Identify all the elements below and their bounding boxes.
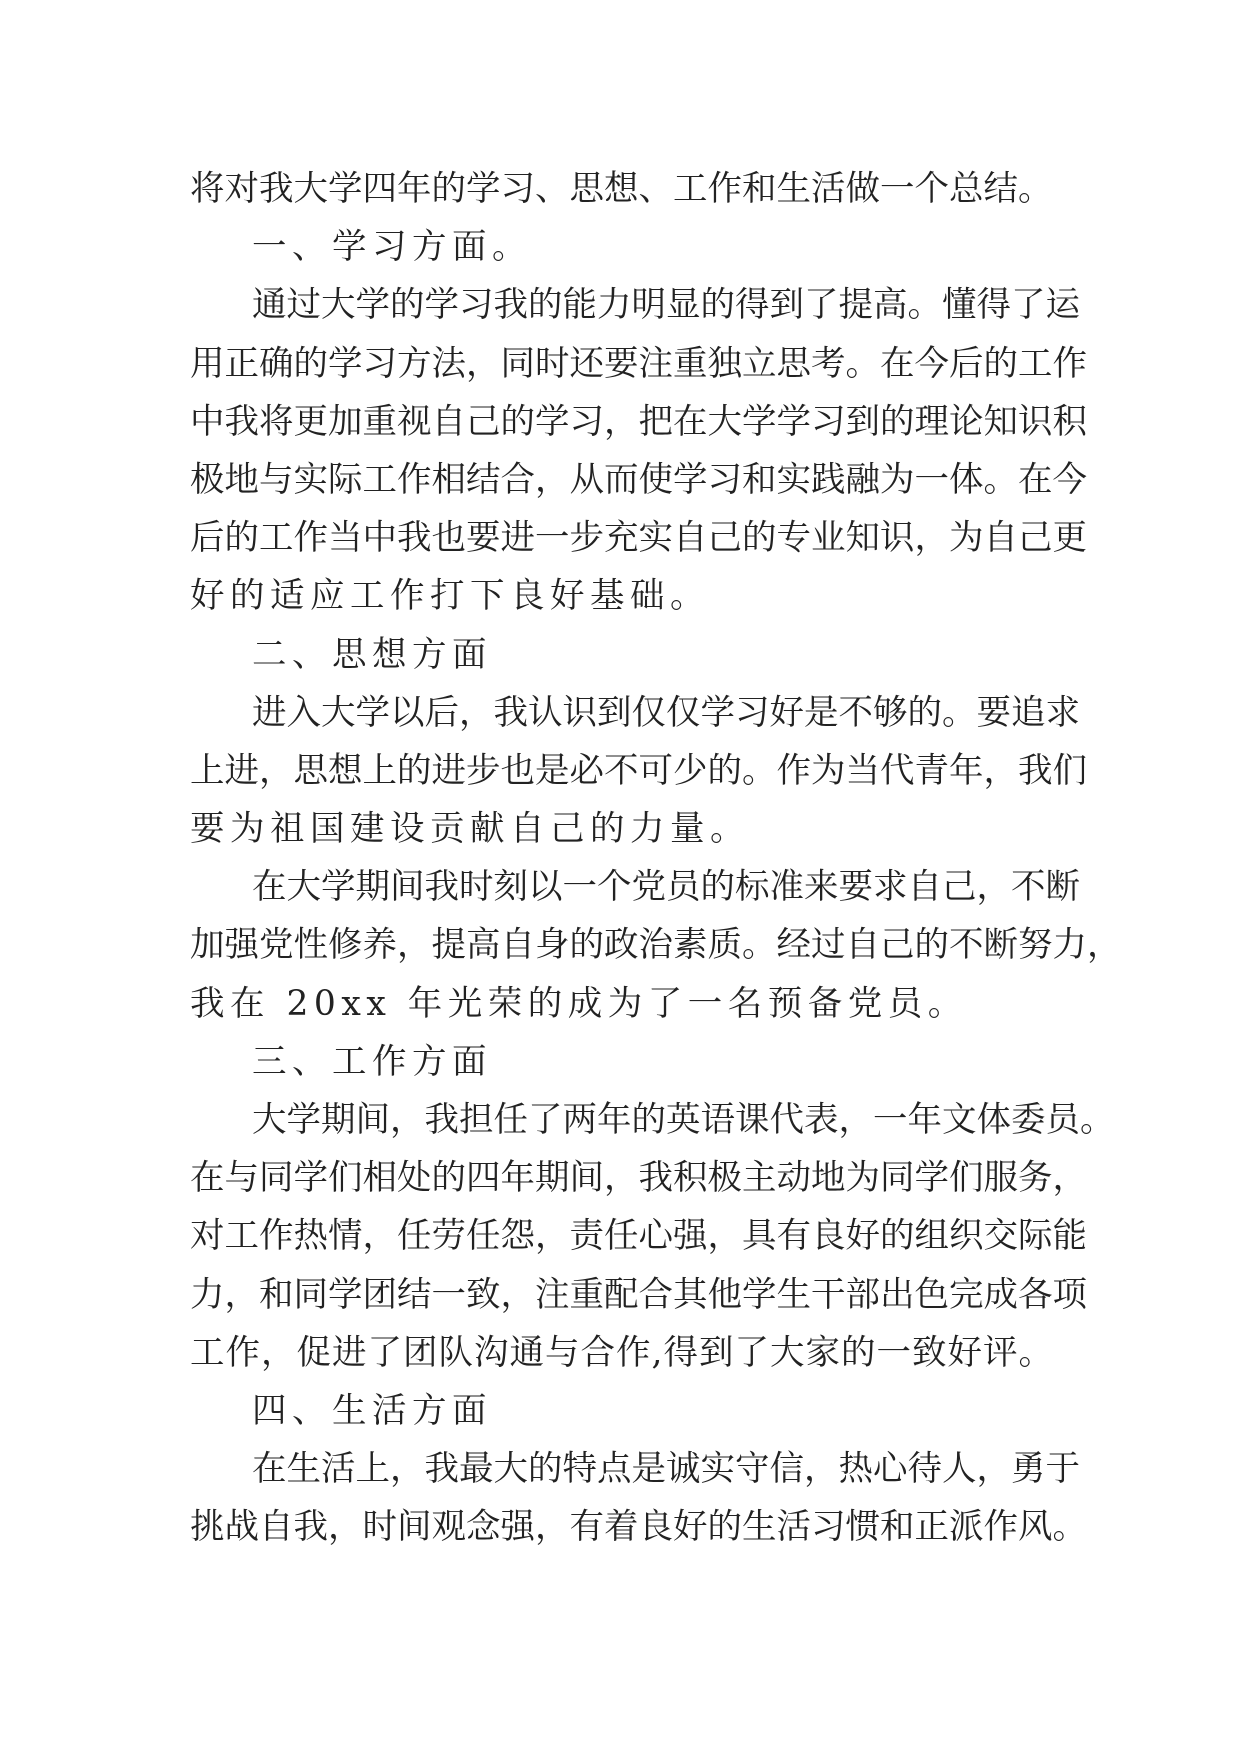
text-line: 用正确的学习方法，同时还要注重独立思考。在今后的工作 [190, 343, 1087, 384]
section-heading-study: 一、学习方面。 [252, 227, 532, 268]
text-line: 后的工作当中我也要进一步充实自己的专业知识，为自己更 [190, 518, 1087, 559]
text-line: 力，和同学团结一致，注重配合其他学生干部出色完成各项 [190, 1274, 1087, 1315]
text-line: 在生活上，我最大的特点是诚实守信，热心待人，勇于 [252, 1449, 1080, 1490]
text-line: 大学期间，我担任了两年的英语课代表，一年文体委员。 [252, 1100, 1115, 1140]
text-line: 在与同学们相处的四年期间，我积极主动地为同学们服务， [190, 1158, 1087, 1199]
text-line: 将对我大学四年的学习、思想、工作和生活做一个总结。 [190, 169, 1053, 209]
text-line: 工作，促进了团队沟通与合作,得到了大家的一致好评。 [190, 1332, 1054, 1373]
text-line: 极地与实际工作相结合，从而使学习和实践融为一体。在今 [190, 459, 1087, 500]
text-line: 中我将更加重视自己的学习，把在大学学习到的理论知识积 [190, 401, 1087, 442]
text-line: 要为祖国建设贡献自己的力量。 [190, 809, 750, 850]
section-heading-work: 三、工作方面 [252, 1041, 492, 1082]
text-line: 上进，思想上的进步也是必不可少的。作为当代青年，我们 [190, 750, 1087, 791]
text-line: 好的适应工作打下良好基础。 [190, 576, 710, 617]
section-heading-thought: 二、思想方面 [252, 634, 492, 675]
section-heading-life: 四、生活方面 [252, 1390, 492, 1431]
text-line: 加强党性修养，提高自身的政治素质。经过自己的不断努力， [190, 925, 1122, 966]
text-line: 对工作热情，任劳任怨，责任心强，具有良好的组织交际能 [190, 1216, 1087, 1257]
text-line: 通过大学的学习我的能力明显的得到了提高。懂得了运 [252, 285, 1080, 326]
text-line: 在大学期间我时刻以一个党员的标准来要求自己，不断 [252, 867, 1080, 908]
text-line: 挑战自我，时间观念强，有着良好的生活习惯和正派作风。 [190, 1507, 1087, 1548]
document-body [190, 160, 1122, 1557]
text-line: 进入大学以后，我认识到仅仅学习好是不够的。要追求 [252, 692, 1080, 733]
text-line: 我在 20xx 年光荣的成为了一名预备党员。 [190, 983, 968, 1024]
